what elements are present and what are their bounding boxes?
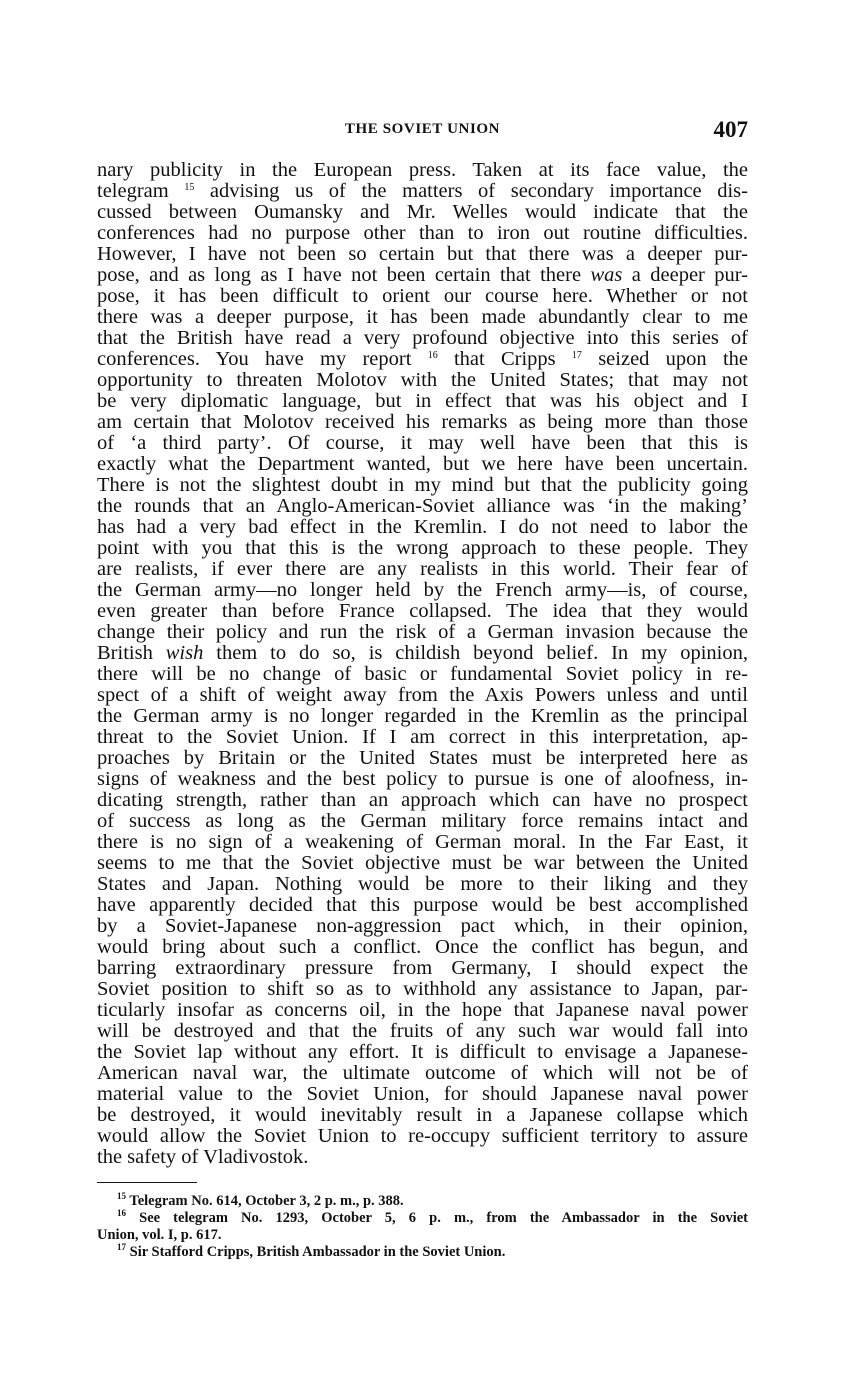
- text-line: [97, 349, 748, 370]
- running-head: [97, 117, 748, 147]
- text-run: cussed between Oumansky and Mr. Welles would indicate that the: [97, 201, 748, 223]
- text-line: [97, 307, 748, 328]
- footnote-line: [97, 1227, 748, 1244]
- text-run: by a Soviet-Japanese non-aggression pact which, in their opinion,: [97, 915, 748, 937]
- text-line: [97, 1126, 748, 1147]
- text-line: [97, 979, 748, 1000]
- text-line: [97, 391, 748, 412]
- text-line: [97, 538, 748, 559]
- text-line: [97, 1021, 748, 1042]
- text-run: opportunity to threaten Molotov with the United States; that may not: [97, 369, 748, 391]
- text-run: States and Japan. Nothing would be more to their liking and they: [97, 873, 748, 895]
- text-run: There is not the slightest doubt in my mind but that the publicity going: [97, 474, 748, 496]
- footnote-text: See telegram No. 1293, October 5, 6 p. m., from the Ambassador in the Soviet: [139, 1210, 749, 1226]
- text-line: [97, 874, 748, 895]
- text-run: the German army is no longer regarded in the Kremlin as the principal: [97, 705, 748, 727]
- text-run: the safety of Vladivostok.: [97, 1146, 309, 1168]
- text-line: [97, 916, 748, 937]
- text-run: am certain that Molotov received his remarks as being more than those: [97, 411, 748, 433]
- text-run: the rounds that an Anglo-American-Soviet alliance was ‘in the making’: [97, 495, 748, 517]
- text-run: barring extraordinary pressure from Germany, I should expect the: [97, 957, 748, 979]
- footnote-text: Union, vol. I, p. 617.: [97, 1227, 222, 1243]
- running-title: THE SOVIET UNION: [344, 121, 501, 137]
- text-run: are realists, if ever there are any realists in this world. Their fear of: [97, 558, 748, 580]
- text-line: [97, 265, 748, 286]
- footnote-reference: 15: [184, 182, 195, 193]
- emphasized-text: was: [590, 264, 623, 286]
- text-line: [97, 412, 748, 433]
- text-run: has had a very bad effect in the Kremlin. I do not need to labor the: [97, 516, 748, 538]
- text-line: [97, 769, 748, 790]
- text-line: [97, 559, 748, 580]
- text-line: [97, 958, 748, 979]
- footnote-marker: 16: [117, 1208, 126, 1218]
- text-run: proaches by Britain or the United States must be interpreted here as: [97, 747, 748, 769]
- text-run: threat to the Soviet Union. If I am correct in this interpretation, ap-: [97, 726, 748, 748]
- text-line: [97, 160, 748, 181]
- text-line: [97, 832, 748, 853]
- text-run: advising us of the matters of secondary importance dis-: [194, 180, 748, 202]
- footnote-line: [97, 1244, 748, 1261]
- text-line: [97, 643, 748, 664]
- body-text: [97, 160, 748, 1168]
- text-run: them to do so, is childish beyond belief. In my opinion,: [203, 642, 748, 664]
- footnote-rule: [97, 1182, 197, 1183]
- text-run: the Soviet lap without any effort. It is difficult to envisage a Japanese-: [97, 1041, 748, 1063]
- text-run: of success as long as the German military force remains intact and: [97, 810, 748, 832]
- footnotes: [97, 1193, 748, 1261]
- text-line: [97, 1063, 748, 1084]
- text-run: pose, and as long as I have not been certain that there: [97, 264, 591, 286]
- text-run: exactly what the Department wanted, but we here have been uncertain.: [97, 453, 748, 475]
- text-line: [97, 517, 748, 538]
- text-run: would bring about such a conflict. Once the conflict has begun, and: [97, 936, 748, 958]
- text-run: change their policy and run the risk of a German invasion because the: [97, 621, 748, 643]
- text-run: Soviet position to shift so as to withhold any assistance to Japan, par-: [97, 978, 748, 1000]
- text-line: [97, 1084, 748, 1105]
- footnote-marker: 17: [117, 1242, 126, 1252]
- text-run: will be destroyed and that the fruits of any such war would fall into: [97, 1020, 748, 1042]
- text-line: [97, 664, 748, 685]
- text-line: [97, 937, 748, 958]
- text-run: that Cripps: [437, 348, 572, 370]
- text-line: [97, 286, 748, 307]
- text-line: [97, 475, 748, 496]
- footnote-marker: 15: [117, 1191, 126, 1201]
- text-run: pose, it has been difficult to orient our course here. Whether or not: [97, 285, 748, 307]
- text-run: point with you that this is the wrong approach to these people. They: [97, 537, 748, 559]
- text-run: telegram: [97, 180, 185, 202]
- text-run: material value to the Soviet Union, for should Japanese naval power: [97, 1083, 748, 1105]
- text-line: [97, 1000, 748, 1021]
- footnote-reference: 16: [427, 350, 438, 361]
- text-line: [97, 202, 748, 223]
- text-line: [97, 685, 748, 706]
- text-line: [97, 1042, 748, 1063]
- footnote-reference: 17: [571, 350, 582, 361]
- text-run: signs of weakness and the best policy to pursue is one of aloofness, in-: [97, 768, 748, 790]
- emphasized-text: wish: [165, 642, 204, 664]
- text-line: [97, 790, 748, 811]
- text-line: [97, 370, 748, 391]
- text-run: be destroyed, it would inevitably result in a Japanese collapse which: [97, 1104, 748, 1126]
- text-line: [97, 1147, 748, 1168]
- text-run: American naval war, the ultimate outcome of which will not be of: [97, 1062, 748, 1084]
- page-number: 407: [713, 117, 748, 142]
- text-line: [97, 223, 748, 244]
- text-line: [97, 622, 748, 643]
- text-run: ticularly insofar as concerns oil, in the hope that Japanese naval power: [97, 999, 748, 1021]
- text-run: there was a deeper purpose, it has been made abundantly clear to me: [97, 306, 748, 328]
- text-run: British: [97, 642, 166, 664]
- text-line: [97, 580, 748, 601]
- text-line: [97, 328, 748, 349]
- text-run: spect of a shift of weight away from the Axis Powers unless and until: [97, 684, 748, 706]
- text-line: [97, 895, 748, 916]
- footnote-text: Sir Stafford Cripps, British Ambassador in the Soviet Union.: [129, 1244, 506, 1260]
- footnote-line: [97, 1210, 748, 1227]
- text-run: seized upon the: [581, 348, 748, 370]
- text-line: [97, 1105, 748, 1126]
- text-run: dicating strength, rather than an approach which can have no prospect: [97, 789, 748, 811]
- text-run: seems to me that the Soviet objective must be war between the United: [97, 852, 748, 874]
- text-run: would allow the Soviet Union to re-occupy sufficient territory to assure: [97, 1125, 748, 1147]
- text-line: [97, 433, 748, 454]
- text-line: [97, 748, 748, 769]
- footnote-line: [97, 1193, 748, 1210]
- text-run: conferences. You have my report: [97, 348, 428, 370]
- text-run: However, I have not been so certain but that there was a deeper pur-: [97, 243, 748, 265]
- text-run: nary publicity in the European press. Taken at its face value, the: [97, 159, 748, 181]
- text-line: [97, 601, 748, 622]
- text-line: [97, 706, 748, 727]
- text-run: that the British have read a very profound objective into this series of: [97, 327, 748, 349]
- text-line: [97, 181, 748, 202]
- text-line: [97, 811, 748, 832]
- text-line: [97, 454, 748, 475]
- text-line: [97, 853, 748, 874]
- text-run: be very diplomatic language, but in effect that was his object and I: [97, 390, 748, 412]
- footnote-text: Telegram No. 614, October 3, 2 p. m., p. 388.: [129, 1193, 404, 1209]
- text-run: there will be no change of basic or fundamental Soviet policy in re-: [97, 663, 748, 685]
- text-run: have apparently decided that this purpose would be best accomplished: [97, 894, 748, 916]
- text-run: a deeper pur-: [622, 264, 749, 286]
- text-run: there is no sign of a weakening of German moral. In the Far East, it: [97, 831, 748, 853]
- text-run: conferences had no purpose other than to iron out routine difficulties.: [97, 222, 748, 244]
- text-line: [97, 496, 748, 517]
- text-run: even greater than before France collapsed. The idea that they would: [97, 600, 748, 622]
- text-run: of ‘a third party’. Of course, it may well have been that this is: [97, 432, 748, 454]
- text-line: [97, 244, 748, 265]
- text-run: the German army—no longer held by the French army—is, of course,: [97, 579, 748, 601]
- text-line: [97, 727, 748, 748]
